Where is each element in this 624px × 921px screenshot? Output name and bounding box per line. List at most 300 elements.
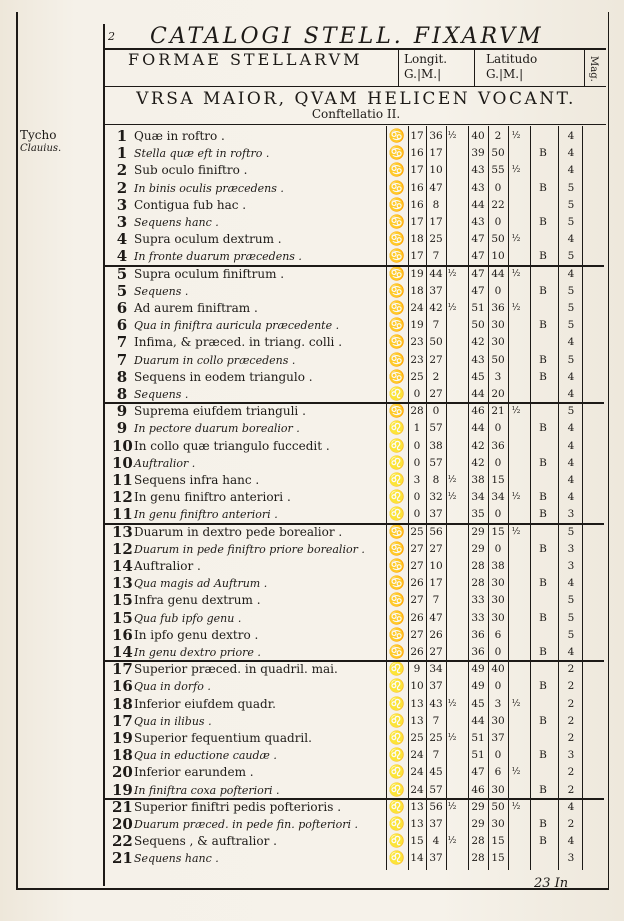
- cell-dir: B: [539, 646, 547, 658]
- cell-sign: ♋: [388, 301, 406, 316]
- star-number: 11: [112, 471, 133, 489]
- cell-sign: ♋: [388, 163, 406, 179]
- star-data: [388, 455, 602, 472]
- star-description: Sequens hanc .: [134, 216, 219, 229]
- cell-dir: B: [539, 749, 547, 762]
- star-number: 16: [112, 625, 133, 644]
- cell-bm: 3: [494, 370, 502, 383]
- star-data: [388, 180, 602, 197]
- star-number: 19: [112, 729, 133, 747]
- star-description: Inferior earundem .: [134, 765, 254, 780]
- cell-lg: 25: [410, 732, 424, 744]
- star-data: [388, 764, 602, 781]
- cell-lm: 57: [429, 422, 443, 435]
- star-data: [388, 713, 602, 730]
- cell-dir: B: [539, 422, 547, 435]
- cell-lm: 27: [429, 542, 443, 555]
- cell-sign: ♋: [388, 645, 406, 660]
- star-number: 9: [116, 419, 128, 438]
- cell-lm: 10: [429, 164, 443, 177]
- cell-lg: 17: [410, 130, 424, 142]
- cell-sign: ♋: [388, 369, 406, 385]
- cell-lm: 43: [429, 697, 443, 710]
- cell-bf: ½: [511, 268, 521, 279]
- star-data: [388, 730, 602, 747]
- star-data: [388, 128, 602, 145]
- cell-bg: 47: [471, 250, 485, 263]
- cell-bg: 47: [471, 284, 485, 297]
- star-data: [388, 782, 602, 799]
- cell-lm: 7: [432, 250, 440, 263]
- star-number: 15: [112, 591, 133, 610]
- star-data: [388, 438, 602, 455]
- cell-bg: 51: [471, 749, 485, 762]
- cell-lg: 17: [410, 164, 424, 177]
- cell-sign: ♋: [388, 129, 406, 144]
- cell-bg: 36: [471, 646, 485, 658]
- cell-sign: ♋: [388, 610, 406, 626]
- cell-lm: 47: [429, 611, 443, 624]
- cell-lg: 13: [410, 714, 424, 727]
- cell-sign: ♋: [388, 524, 406, 540]
- star-data: [388, 266, 602, 283]
- cell-lm: 7: [432, 714, 440, 727]
- column-line: [386, 126, 387, 870]
- star-number: 20: [112, 763, 133, 782]
- column-divider: [474, 49, 475, 86]
- cell-dir: B: [539, 680, 547, 693]
- cell-bf: ½: [511, 801, 521, 812]
- longitude-heading: Longit.: [404, 52, 448, 66]
- margin-note-clavius: Clauius.: [20, 143, 62, 154]
- cell-bg: 29: [471, 525, 485, 538]
- cell-lm: 7: [432, 594, 440, 607]
- star-description: Auftralior .: [134, 559, 201, 573]
- cell-lm: 25: [429, 233, 443, 246]
- cell-dir: B: [539, 491, 547, 504]
- cell-lf: ½: [447, 268, 457, 279]
- cell-lg: 16: [410, 181, 424, 194]
- star-description: In fronte duarum præcedens .: [134, 250, 302, 264]
- star-data: [388, 489, 602, 506]
- star-description: Duarum in dextro pede borealior .: [134, 524, 343, 539]
- cell-lm: 25: [429, 732, 443, 744]
- cell-sign: ♌: [388, 387, 406, 402]
- star-description: Stella quæ eft in roftro .: [134, 147, 270, 161]
- star-data: [388, 644, 602, 661]
- constellation-subtitle: Conftellatio II.: [311, 107, 401, 121]
- star-number: 14: [112, 557, 133, 575]
- cell-bm: 0: [494, 456, 502, 469]
- star-data: [388, 283, 602, 300]
- cell-mag: 3: [567, 852, 575, 865]
- cell-bf: ½: [511, 131, 521, 141]
- cell-lf: ½: [447, 698, 457, 709]
- star-data: [388, 317, 602, 334]
- cell-bm: 15: [491, 852, 505, 865]
- cell-bm: 30: [491, 577, 505, 590]
- star-number: 21: [112, 797, 133, 816]
- cell-mag: 4: [567, 456, 575, 469]
- cell-bm: 30: [491, 594, 505, 607]
- star-number: 8: [116, 367, 128, 386]
- cell-lg: 13: [410, 818, 424, 830]
- cell-dir: B: [539, 508, 547, 521]
- cell-bm: 34: [491, 491, 505, 504]
- star-description: Superior finiftri pedis pofterioris .: [134, 799, 342, 814]
- cell-bm: 44: [491, 267, 505, 280]
- cell-mag: 2: [567, 732, 575, 744]
- star-number: 3: [116, 213, 128, 231]
- cell-sign: ♌: [388, 679, 406, 695]
- cell-lm: 27: [429, 388, 443, 400]
- star-data: [388, 558, 602, 575]
- cell-bm: 15: [491, 474, 505, 486]
- cell-lm: 0: [432, 405, 440, 418]
- cell-bf: ½: [511, 406, 521, 417]
- cell-lg: 17: [410, 216, 424, 228]
- cell-bg: 45: [471, 697, 485, 710]
- star-data: [388, 369, 602, 386]
- star-description: Qua in dorfo .: [134, 680, 211, 694]
- cell-bm: 15: [491, 525, 505, 538]
- cell-mag: 4: [567, 422, 575, 435]
- column-line: [468, 126, 469, 870]
- star-description: Qua in ilibus .: [134, 714, 212, 728]
- cell-mag: 4: [567, 130, 575, 142]
- cell-lg: 10: [410, 680, 424, 693]
- cell-lg: 18: [410, 233, 424, 246]
- star-data: [388, 678, 602, 695]
- cell-sign: ♌: [388, 834, 406, 850]
- star-description: Infra genu dextrum .: [134, 593, 261, 608]
- cell-bg: 33: [471, 594, 485, 607]
- cell-bf: ½: [511, 303, 521, 313]
- cell-bm: 30: [491, 319, 505, 332]
- cell-lg: 27: [410, 542, 424, 555]
- cell-bf: ½: [511, 767, 521, 778]
- cell-bm: 40: [491, 663, 505, 676]
- cell-bg: 29: [471, 542, 485, 555]
- cell-mag: 3: [567, 542, 575, 555]
- cell-lg: 27: [410, 560, 424, 572]
- cell-lm: 32: [429, 491, 443, 504]
- cell-mag: 4: [567, 491, 575, 504]
- star-number: 11: [112, 505, 133, 524]
- cell-lg: 0: [413, 508, 421, 521]
- cell-sign: ♌: [388, 748, 406, 764]
- cell-bm: 10: [491, 250, 505, 263]
- cell-sign: ♋: [388, 266, 406, 282]
- cell-lm: 42: [429, 302, 443, 314]
- star-data: [388, 816, 602, 833]
- cell-lg: 24: [410, 302, 424, 314]
- cell-sign: ♋: [388, 180, 406, 196]
- cell-sign: ♌: [388, 490, 406, 506]
- cell-dir: B: [539, 370, 547, 383]
- star-number: 1: [116, 144, 128, 163]
- cell-lf: ½: [447, 733, 457, 743]
- star-data: [388, 661, 602, 678]
- star-data: [388, 524, 602, 541]
- cell-lf: ½: [447, 131, 457, 141]
- cell-bm: 0: [494, 646, 502, 658]
- star-description: Contigua fub hac .: [134, 197, 247, 212]
- star-description: Sequens in eodem triangulo .: [134, 369, 313, 384]
- cell-sign: ♋: [388, 318, 406, 334]
- cell-bm: 50: [491, 147, 505, 160]
- cell-mag: 2: [567, 818, 575, 830]
- cell-mag: 5: [567, 284, 575, 297]
- cell-mag: 4: [567, 164, 575, 177]
- star-description: Sub oculo finiftro .: [134, 163, 248, 178]
- star-number: 2: [116, 178, 128, 197]
- star-data: [388, 214, 602, 231]
- cell-mag: 5: [567, 198, 575, 211]
- cell-lm: 10: [429, 560, 443, 572]
- star-description: Qua in finiftra auricula præcedente .: [134, 319, 340, 333]
- cell-bf: ½: [511, 492, 521, 503]
- star-data: [388, 592, 602, 609]
- cell-sign: ♋: [388, 559, 406, 574]
- cell-sign: ♋: [388, 146, 406, 162]
- cell-mag: 4: [567, 439, 575, 452]
- cell-lg: 3: [413, 474, 421, 486]
- cell-lg: 0: [413, 456, 421, 469]
- latitude-units: G.|M.|: [486, 67, 524, 81]
- catchword: 23 In: [534, 876, 569, 891]
- star-description: In pectore duarum borealior .: [134, 422, 300, 436]
- star-number: 19: [112, 780, 133, 799]
- cell-lg: 27: [410, 594, 424, 607]
- star-number: 4: [116, 247, 128, 266]
- cell-lg: 24: [410, 766, 424, 779]
- cell-bm: 30: [491, 714, 505, 727]
- cell-bm: 15: [491, 835, 505, 848]
- cell-sign: ♌: [388, 507, 406, 523]
- cell-lm: 2: [432, 370, 440, 383]
- cell-bg: 49: [471, 680, 485, 693]
- cell-bg: 42: [471, 456, 485, 469]
- cell-mag: 5: [567, 525, 575, 538]
- cell-lg: 9: [413, 663, 421, 676]
- cell-dir: B: [539, 456, 547, 469]
- star-number: 22: [112, 832, 133, 851]
- cell-sign: ♌: [388, 713, 406, 729]
- star-description: Superior præced. in quadril. mai.: [134, 662, 338, 677]
- cell-mag: 4: [567, 646, 575, 658]
- cell-lm: 37: [429, 284, 443, 297]
- cell-dir: B: [539, 542, 547, 555]
- page-number: 2: [108, 30, 115, 43]
- star-number: 5: [116, 281, 128, 300]
- star-data: [388, 696, 602, 713]
- star-number: 10: [112, 453, 133, 472]
- title-rule: [103, 124, 606, 125]
- cell-bg: 35: [471, 508, 485, 521]
- cell-sign: ♋: [388, 576, 406, 592]
- cell-bg: 40: [471, 130, 485, 142]
- cell-sign: ♋: [388, 232, 406, 248]
- star-data: [388, 833, 602, 850]
- cell-lg: 0: [413, 388, 421, 400]
- cell-bg: 38: [471, 474, 485, 486]
- cell-mag: 2: [567, 663, 575, 676]
- cell-mag: 5: [567, 319, 575, 332]
- cell-bg: 44: [471, 422, 485, 435]
- cell-mag: 5: [567, 594, 575, 607]
- cell-dir: B: [539, 216, 547, 228]
- cell-mag: 4: [567, 233, 575, 246]
- cell-mag: 4: [567, 577, 575, 590]
- star-number: 1: [116, 127, 128, 145]
- group-rule: [104, 660, 604, 662]
- group-rule: [104, 798, 604, 800]
- cell-lm: 36: [429, 130, 443, 142]
- cell-sign: ♌: [388, 438, 406, 454]
- cell-bm: 50: [491, 233, 505, 246]
- cell-bm: 0: [494, 422, 502, 435]
- magnitude-heading: Mag.: [588, 56, 599, 82]
- star-data: [388, 472, 602, 489]
- star-description: Qua magis ad Auftrum .: [134, 577, 268, 591]
- cell-sign: ♌: [388, 455, 406, 471]
- star-description: Quæ in roftro .: [134, 129, 225, 143]
- column-line: [530, 126, 531, 870]
- star-data: [388, 231, 602, 248]
- star-number: 9: [116, 402, 128, 421]
- cell-dir: B: [539, 577, 547, 590]
- cell-lg: 16: [410, 147, 424, 160]
- cell-lm: 57: [429, 783, 443, 796]
- cell-lm: 17: [429, 147, 443, 160]
- star-description: In genu dextro priore .: [134, 646, 261, 659]
- star-number: 13: [112, 574, 133, 593]
- cell-mag: 4: [567, 336, 575, 349]
- cell-sign: ♋: [388, 335, 406, 351]
- column-divider: [398, 49, 399, 86]
- cell-lm: 26: [429, 628, 443, 641]
- cell-bm: 0: [494, 216, 502, 228]
- star-number: 16: [112, 677, 133, 696]
- cell-lm: 34: [429, 663, 443, 676]
- cell-bm: 21: [491, 405, 505, 418]
- cell-lg: 26: [410, 646, 424, 658]
- star-description: Auftralior .: [134, 456, 196, 470]
- cell-mag: 4: [567, 267, 575, 280]
- star-number: 6: [116, 299, 128, 317]
- cell-lm: 27: [429, 353, 443, 366]
- cell-dir: B: [539, 783, 547, 796]
- cell-mag: 5: [567, 353, 575, 366]
- star-number: 6: [116, 316, 128, 335]
- cell-dir: B: [539, 835, 547, 848]
- cell-lm: 56: [429, 800, 443, 813]
- cell-bm: 0: [494, 508, 502, 521]
- cell-lg: 19: [410, 267, 424, 280]
- cell-bm: 36: [491, 302, 505, 314]
- cell-bg: 43: [471, 181, 485, 194]
- cell-sign: ♌: [388, 473, 406, 488]
- star-description: Infima, & præced. in triang. colli .: [134, 335, 343, 350]
- star-description: Qua in eductione caudæ .: [134, 749, 277, 763]
- cell-bm: 0: [494, 284, 502, 297]
- cell-bm: 6: [494, 628, 502, 641]
- cell-sign: ♋: [388, 215, 406, 230]
- cell-lf: ½: [447, 836, 457, 847]
- margin-note-tycho: Tycho: [20, 128, 57, 142]
- column-head-rule: [103, 86, 606, 87]
- cell-bg: 33: [471, 611, 485, 624]
- cell-lg: 23: [410, 353, 424, 366]
- cell-bf: ½: [511, 165, 521, 176]
- cell-bg: 29: [471, 818, 485, 830]
- cell-lg: 18: [410, 284, 424, 297]
- star-description: Superior fequentium quadril.: [134, 731, 312, 745]
- cell-bm: 2: [494, 130, 502, 142]
- cell-bm: 20: [491, 388, 505, 400]
- column-line: [582, 126, 583, 870]
- cell-bm: 0: [494, 680, 502, 693]
- cell-sign: ♋: [388, 197, 406, 213]
- cell-lm: 45: [429, 766, 443, 779]
- star-description: Sequens .: [134, 284, 189, 298]
- column-line: [558, 126, 559, 870]
- star-description: Duarum præced. in pede fin. pofteriori .: [134, 818, 359, 831]
- running-head: CATALOGI STELL. FIXARVM: [150, 24, 544, 49]
- cell-dir: B: [539, 818, 547, 830]
- star-number: 8: [116, 385, 128, 403]
- star-description: In genu finiftro anteriori .: [134, 490, 291, 505]
- cell-mag: 5: [567, 302, 575, 314]
- star-data: [388, 506, 602, 523]
- star-description: In ipfo genu dextro .: [134, 627, 259, 642]
- cell-lg: 0: [413, 439, 421, 452]
- cell-sign: ♌: [388, 696, 406, 712]
- cell-bg: 28: [471, 577, 485, 590]
- star-data: [388, 610, 602, 627]
- cell-lm: 37: [429, 818, 443, 830]
- cell-bg: 44: [471, 388, 485, 400]
- cell-dir: B: [539, 250, 547, 263]
- cell-lg: 19: [410, 319, 424, 332]
- cell-sign: ♌: [388, 799, 406, 815]
- cell-lf: ½: [447, 492, 457, 503]
- cell-bm: 55: [491, 164, 505, 177]
- star-description: In collo quæ triangulo fuccedit .: [134, 438, 330, 453]
- cell-lm: 44: [429, 267, 443, 280]
- cell-mag: 3: [567, 749, 575, 762]
- latitude-heading: Latitudo: [486, 52, 538, 66]
- star-data: [388, 403, 602, 420]
- column-divider: [584, 49, 585, 86]
- star-number: 17: [112, 660, 133, 679]
- cell-mag: 2: [567, 783, 575, 796]
- cell-lm: 4: [432, 835, 440, 848]
- cell-lg: 13: [410, 697, 424, 710]
- cell-bg: 46: [471, 783, 485, 796]
- cell-bg: 36: [471, 628, 485, 641]
- cell-bm: 30: [491, 818, 505, 830]
- star-number: 3: [116, 195, 128, 214]
- cell-sign: ♌: [388, 421, 406, 437]
- constellation-title: VRSA MAIOR, QVAM HELICEN VOCANT.: [136, 89, 576, 109]
- star-description: Sequens infra hanc .: [134, 473, 260, 487]
- cell-bg: 42: [471, 439, 485, 452]
- cell-lg: 15: [410, 835, 424, 848]
- star-description: Sequens , & auftralior .: [134, 834, 277, 849]
- star-number: 2: [116, 161, 128, 180]
